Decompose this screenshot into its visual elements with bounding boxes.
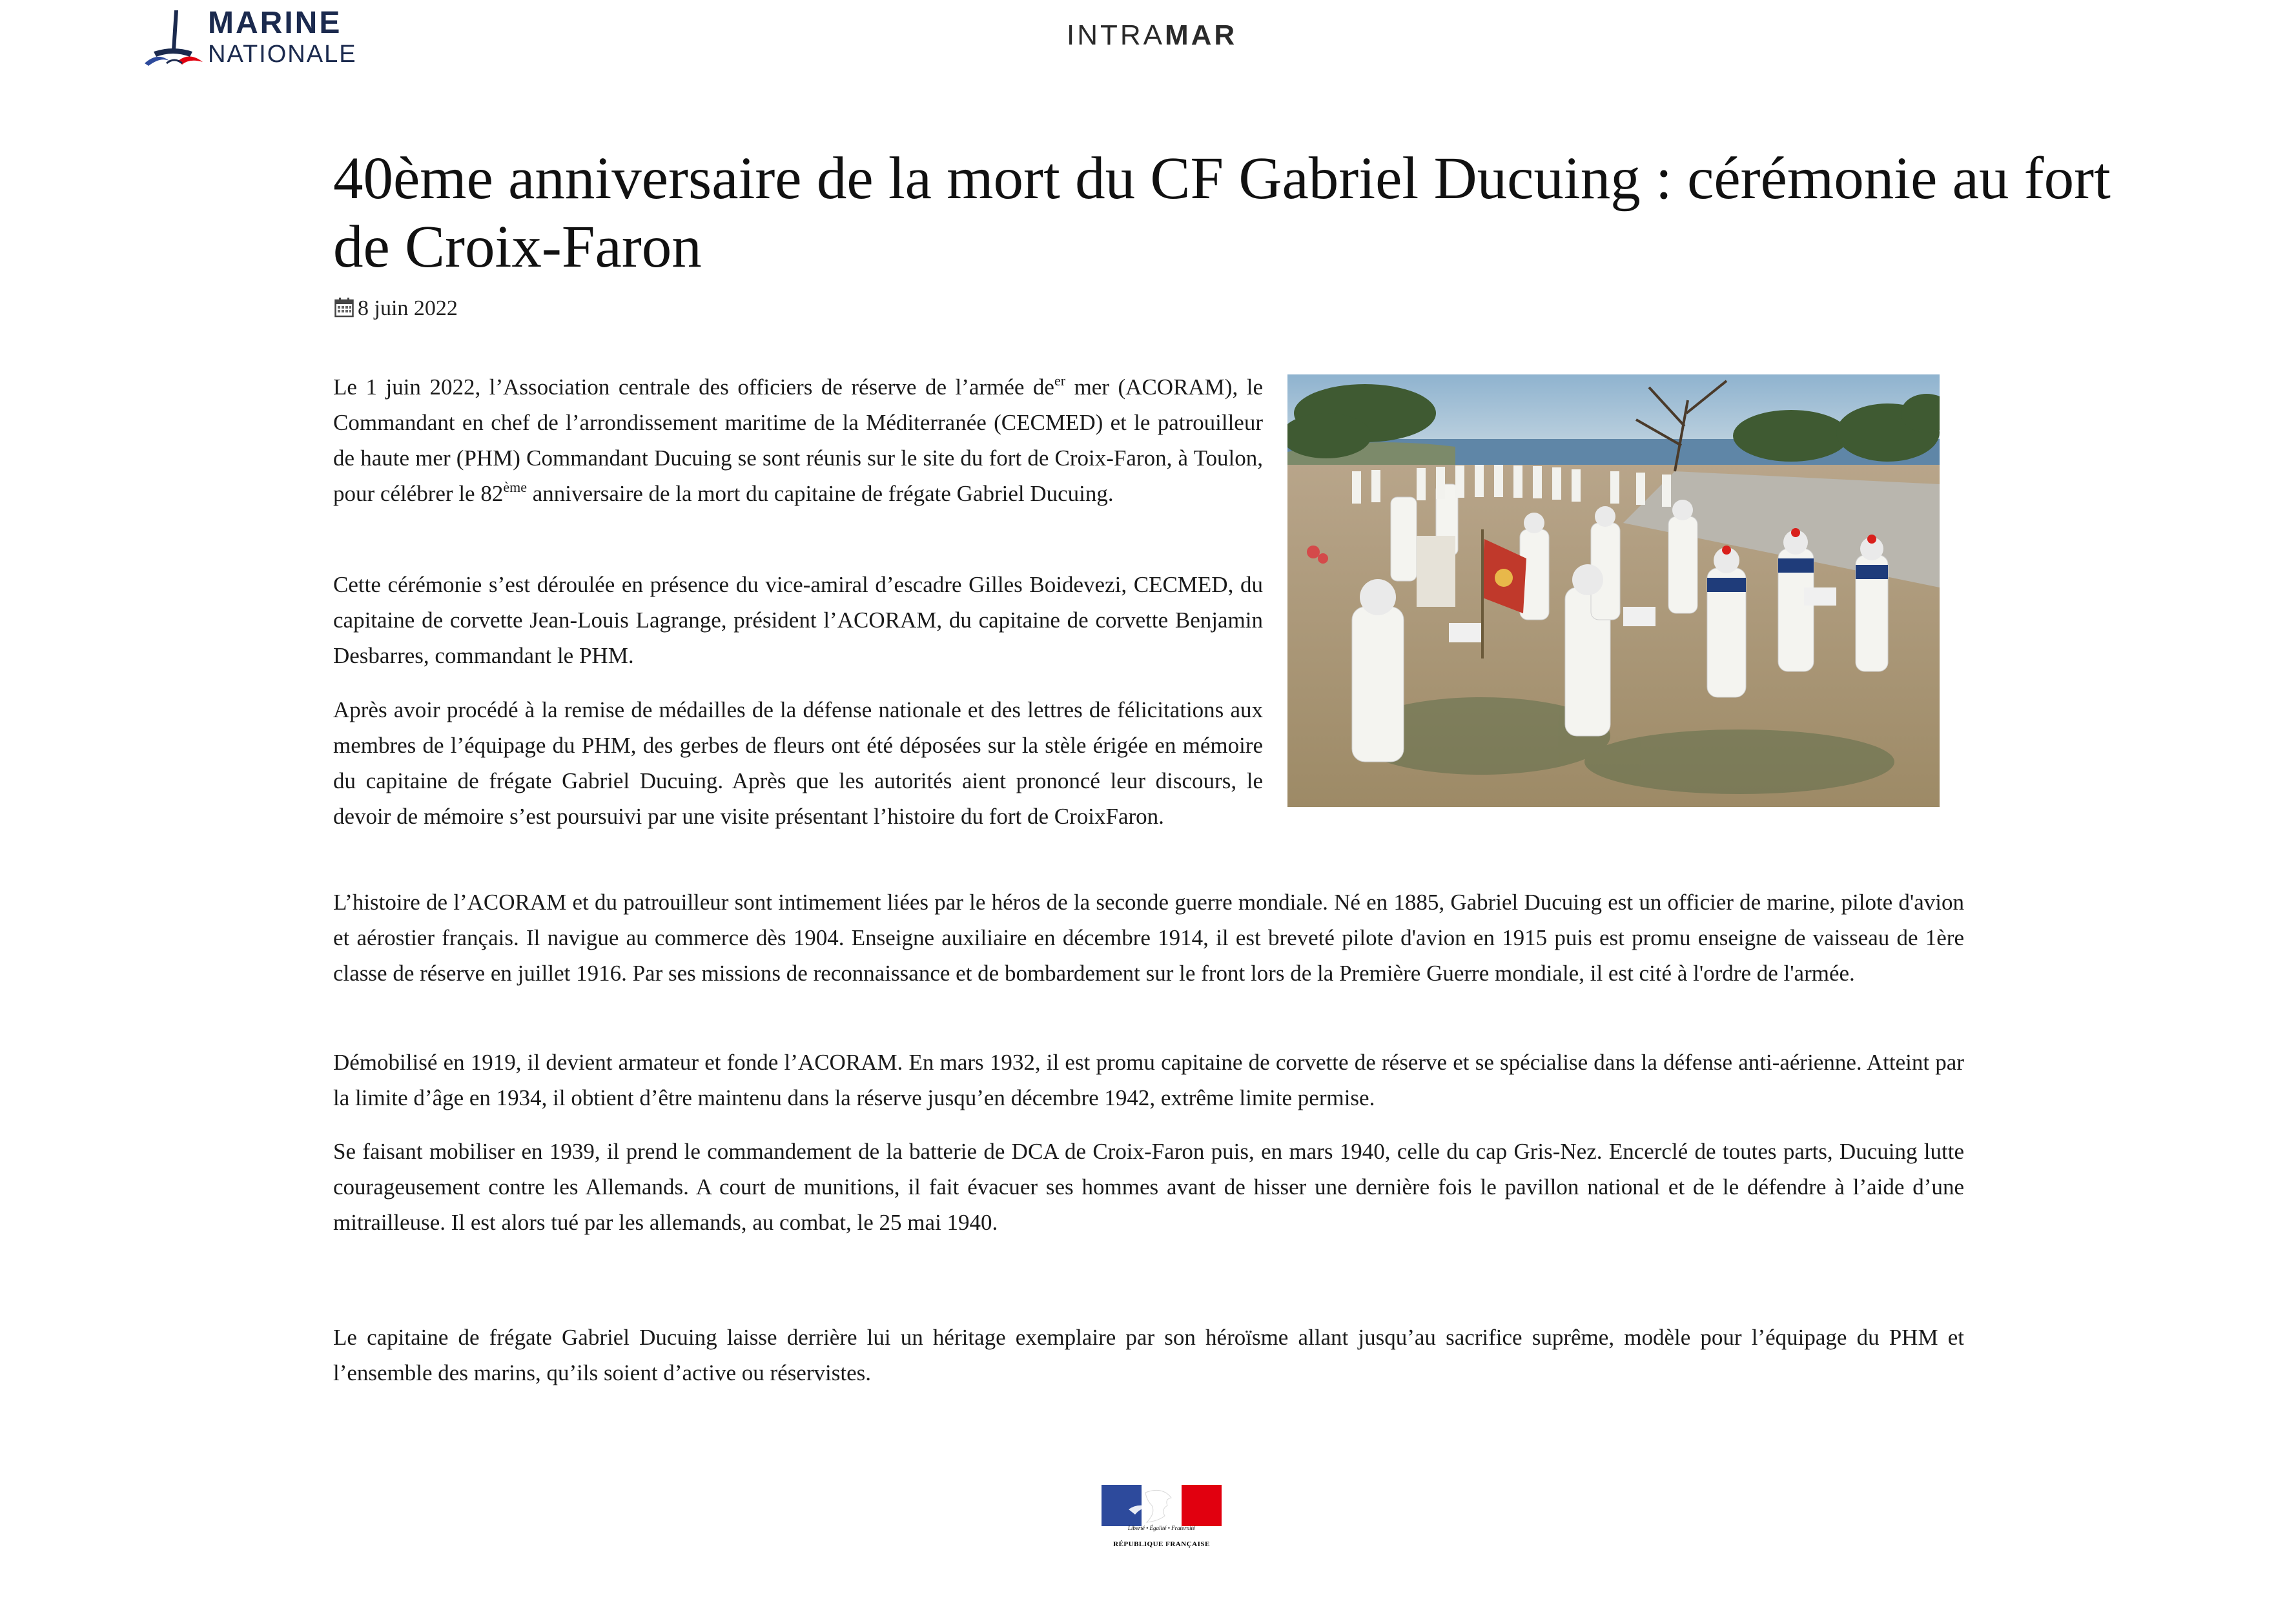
date-text: 8 juin 2022 bbox=[358, 296, 458, 320]
paragraph-1940: Se faisant mobiliser en 1939, il prend le commandement de la batterie de DCA de Croix-Faron puis, en mars 1940, celle du cap Gris-Nez. Encerclé de toutes parts, Ducuing lutte courageusement contre les Allemands. A court de munitions, il fait évacuer ses hommes avant de hisser une dernière fois le pavillon national et de le défendre à l’aide d’une mitrailleuse. Il est alors tué par les allemands, au combat, le 25 mai 1940. bbox=[333, 1139, 1964, 1235]
calendar-icon bbox=[334, 297, 354, 318]
republic-name: RÉPUBLIQUE FRANÇAISE bbox=[1113, 1540, 1210, 1548]
paragraph-history: L’histoire de l’ACORAM et du patrouilleur sont intimement liées par le héros de la seconde guerre mondiale. Né en 1885, Gabriel Ducuing est un officier de marine, pilote d'avion et aérostier français. Il navigue au commerce dès 1904. Enseigne auxiliaire en décembre 1914, il est breveté pilote d'avion en 1915 puis est promu enseigne de vaisseau de 1ère classe de réserve en juillet 1916. Par ses missions de reconnaissance et de bombardement sur le front lors de la Première Guerre mondiale, il est cité à l'ordre de l'armée. bbox=[333, 890, 1964, 986]
paragraph-ceremony: Cette cérémonie s’est déroulée en présence du vice-amiral d’escadre Gilles Boidevezi, CECMED, du capitaine de corvette Jean-Louis Lagrange, président l’ACORAM, du capitaine de corvette Benjamin Desbarres, commandant le PHM. bbox=[333, 572, 1263, 668]
site-name-light: INTRA bbox=[1067, 19, 1165, 51]
article-title: 40ème anniversaire de la mort du CF Gabriel Ducuing : cérémonie au fort de Croix-Faron bbox=[333, 145, 2111, 280]
paragraph-medals: Après avoir procédé à la remise de médailles de la défense nationale et des lettres de félicitations aux membres de l’équipage du PHM, des gerbes de fleurs ont été déposées sur la stèle érigée en mémoire du capitaine de frégate Gabriel Ducuing. Après que les autorités aient prononcé leur discours, le devoir de mémoire s’est poursuivi par une visite présentant l’histoire du fort de CroixFaron. bbox=[333, 697, 1263, 829]
article-date bbox=[334, 296, 458, 322]
paragraph-demobilisation: Démobilisé en 1919, il devient armateur et fonde l’ACORAM. En mars 1932, il est promu capitaine de corvette de réserve et se spécialise dans la défense anti-aérienne. Atteint par la limite d’âge en 1934, il obtient d’être maintenu dans la réserve jusqu’en décembre 1942, extrême limite permise. bbox=[333, 1050, 1964, 1110]
republic-motto: Liberté • Égalité • Fraternité bbox=[1127, 1525, 1196, 1531]
anchor-icon bbox=[141, 5, 205, 70]
site-name-bold: MAR bbox=[1165, 19, 1238, 51]
superscript-eme: ème bbox=[503, 479, 527, 495]
paragraph-legacy: Le capitaine de frégate Gabriel Ducuing laisse derrière lui un héritage exemplaire par son héroïsme allant jusqu’au sacrifice suprême, modèle pour l’équipage du PHM et l’ensemble des marins, qu’ils soient d’active ou réservistes. bbox=[333, 1325, 1964, 1385]
brand-line1: MARINE bbox=[208, 6, 342, 40]
site-header bbox=[0, 0, 2296, 71]
marine-nationale-logo[interactable] bbox=[141, 5, 360, 70]
paragraph-intro: Le 1 juin 2022, l’Association centrale des officiers de réserve de l’armée $de^{er}$ mer (ACORAM), le Commandant en chef de l’arrondissement maritime de la Méditerranée (CECMED) et le patrouilleur de haute mer (PHM) Commandant Ducuing se sont réunis sur le site du fort de Croix-Faron, à Toulon, pour célébrer le 82ème anniversaire de la mort du capitaine de frégate Gabriel Ducuing. bbox=[333, 373, 1263, 506]
brand-line2: NATIONALE bbox=[208, 41, 357, 68]
intramar-wordmark[interactable] bbox=[1067, 19, 1237, 52]
ceremony-photo bbox=[1287, 374, 1940, 807]
superscript-er: er bbox=[1054, 373, 1066, 389]
